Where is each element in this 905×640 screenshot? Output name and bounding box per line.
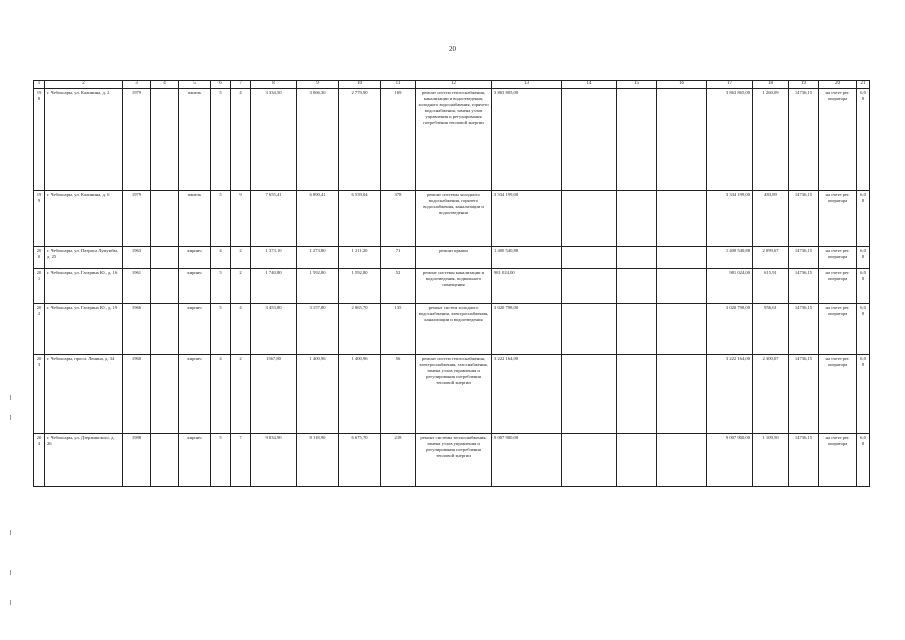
col-header: 4 (151, 81, 179, 89)
address-cell: г. Чебоксары, ул. Гагарина Ю., д. 16 (45, 269, 123, 304)
col-header: 8 (251, 81, 297, 89)
address-cell: г. Чебоксары, ул. Патриса Лумумбы, д. 25 (45, 247, 123, 269)
funding-source-cell: на счете рег. оператора (819, 89, 857, 191)
table-cell (657, 269, 707, 304)
address-cell: г. Чебоксары, просп. Ленина, д. 34 (45, 355, 123, 434)
scan-margin-mark (10, 395, 11, 400)
table-cell (562, 191, 617, 247)
table-row (34, 247, 870, 269)
scan-margin-mark (10, 570, 11, 575)
scan-margin-mark (10, 600, 11, 605)
limit-cell: 14736,15 (789, 304, 819, 355)
wall-material-cell: кирпич (179, 247, 211, 269)
area-cell: 2 779,90 (339, 89, 381, 191)
cost-cell: 981 024,00 (492, 269, 562, 304)
residents-cell: 378 (381, 191, 416, 247)
area-total-cell: 9 034,90 (251, 434, 297, 487)
col-header: 9 (297, 81, 339, 89)
area-total-cell: 1567,80 (251, 355, 297, 434)
works-cell: ремонт систем теплоснабжения, канализации и водоотведения, холодного водоснабжения, горячего водоснабжения, замена узлов управления и регулирования потребления тепловой энергии (416, 89, 492, 191)
col-header: 5 (179, 81, 211, 89)
row-number: 203 (34, 355, 45, 434)
col-header: 20 (819, 81, 857, 89)
col-header: 17 (707, 81, 753, 89)
scan-margin-mark (10, 415, 11, 420)
table-cell (617, 355, 657, 434)
col-header: 6 (211, 81, 231, 89)
entrances-cell: 2 (231, 355, 251, 434)
total-cost-cell: 3 222 164,00 (707, 355, 753, 434)
col-header: 13 (492, 81, 562, 89)
total-cost-cell: 1 400 540,88 (707, 247, 753, 269)
cost-cell: 9 007 900,00 (492, 434, 562, 487)
col-header: 16 (657, 81, 707, 89)
table-cell (657, 434, 707, 487)
table-cell (617, 191, 657, 247)
table-cell (562, 355, 617, 434)
table-row (34, 269, 870, 304)
floors-cell: 5 (211, 269, 231, 304)
term-cell: 6,08 (857, 434, 870, 487)
total-cost-cell: 3 863 865,00 (707, 89, 753, 191)
table-cell (151, 434, 179, 487)
row-number: 199 (34, 191, 45, 247)
area-cell: 6 675,70 (339, 434, 381, 487)
wall-material-cell: кирпич (179, 304, 211, 355)
table-cell (657, 304, 707, 355)
table-cell (151, 89, 179, 191)
area-total-cell: 1 373,10 (251, 247, 297, 269)
floors-cell: 5 (211, 89, 231, 191)
table-row (34, 434, 870, 487)
cost-per-m2-cell: 483,89 (753, 191, 789, 247)
wall-material-cell: панель (179, 89, 211, 191)
year-cell: 1966 (123, 304, 151, 355)
area-cell: 6 539,04 (339, 191, 381, 247)
row-number: 202 (34, 304, 45, 355)
residents-cell: 56 (381, 355, 416, 434)
wall-material-cell: панель (179, 191, 211, 247)
table-cell (151, 191, 179, 247)
works-cell: ремонт системы холодного водоснабжения, горячего водоснабжения, канализации и водоотведения (416, 191, 492, 247)
wall-material-cell: кирпич (179, 269, 211, 304)
col-header: 15 (617, 81, 657, 89)
col-header: 12 (416, 81, 492, 89)
col-header: 1 (34, 81, 45, 89)
residents-cell: 52 (381, 269, 416, 304)
area-total-cell: 7 655,41 (251, 191, 297, 247)
table-row (34, 89, 870, 191)
funding-source-cell: на счете рег. оператора (819, 191, 857, 247)
area-cell: 2 865,70 (339, 304, 381, 355)
works-cell: ремонт системы теплоснабжения, замена узлов управления и регулирования потребления тепловой энергии (416, 434, 492, 487)
table-cell (617, 89, 657, 191)
col-header: 7 (231, 81, 251, 89)
floors-cell: 5 (211, 304, 231, 355)
col-header: 11 (381, 81, 416, 89)
funding-source-cell: на счете рег. оператора (819, 434, 857, 487)
cost-per-m2-cell: 1 260,09 (753, 89, 789, 191)
address-cell: г. Чебоксары, ул. Калинина, д. 2 (45, 89, 123, 191)
area-total-cell: 1 740,80 (251, 269, 297, 304)
area-living-cell: 3 066,30 (297, 89, 339, 191)
term-cell: 6,08 (857, 269, 870, 304)
table-cell (617, 247, 657, 269)
residents-cell: 218 (381, 434, 416, 487)
table-cell (562, 269, 617, 304)
area-cell: 1 211,20 (339, 247, 381, 269)
area-living-cell: 6 890,41 (297, 191, 339, 247)
col-header: 19 (789, 81, 819, 89)
table-cell (657, 191, 707, 247)
cost-per-m2-cell: 2 300,07 (753, 355, 789, 434)
limit-cell: 14736,15 (789, 191, 819, 247)
table-cell (617, 304, 657, 355)
table-cell (657, 355, 707, 434)
wall-material-cell: кирпич (179, 434, 211, 487)
year-cell: 1979 (123, 89, 151, 191)
term-cell: 6,08 (857, 191, 870, 247)
term-cell: 6,08 (857, 355, 870, 434)
row-number: 198 (34, 89, 45, 191)
funding-source-cell: на счете рег. оператора (819, 269, 857, 304)
column-number-header-row (34, 81, 870, 89)
term-cell: 6,08 (857, 304, 870, 355)
table-cell (617, 434, 657, 487)
table-row (34, 191, 870, 247)
col-header: 14 (562, 81, 617, 89)
works-cell: ремонт систем теплоснабжения, электроснабжения, газоснабжения, замена узлов управления и регулирования потребления тепловой энергии (416, 355, 492, 434)
table-cell (657, 247, 707, 269)
cost-per-m2-cell: 956,61 (753, 304, 789, 355)
cost-per-m2-cell: 1 109,50 (753, 434, 789, 487)
limit-cell: 14736,15 (789, 247, 819, 269)
total-cost-cell: 9 007 900,00 (707, 434, 753, 487)
funding-source-cell: на счете рег. оператора (819, 304, 857, 355)
limit-cell: 14736,15 (789, 434, 819, 487)
total-cost-cell: 3 020 798,00 (707, 304, 753, 355)
works-cell: ремонт системы канализации и водоотведения, подвального помещения (416, 269, 492, 304)
area-total-cell: 3 453,80 (251, 304, 297, 355)
row-number: 201 (34, 269, 45, 304)
entrances-cell: 9 (231, 191, 251, 247)
residents-cell: 71 (381, 247, 416, 269)
area-living-cell: 1 400,96 (297, 355, 339, 434)
table-cell (151, 355, 179, 434)
area-cell: 1 592,80 (339, 269, 381, 304)
floors-cell: 4 (211, 247, 231, 269)
total-cost-cell: 981 024,00 (707, 269, 753, 304)
table-cell (562, 89, 617, 191)
cost-per-m2-cell: 2 099,67 (753, 247, 789, 269)
col-header: 2 (45, 81, 123, 89)
table-cell (562, 304, 617, 355)
works-cell: ремонт крыши (416, 247, 492, 269)
area-living-cell: 1 592,80 (297, 269, 339, 304)
cost-per-m2-cell: 615,91 (753, 269, 789, 304)
row-number: 204 (34, 434, 45, 487)
floors-cell: 4 (211, 355, 231, 434)
entrances-cell: 4 (231, 304, 251, 355)
address-cell: г. Чебоксары, ул. Гагарина Ю., д. 19 (45, 304, 123, 355)
entrances-cell: 2 (231, 269, 251, 304)
entrances-cell: 7 (231, 434, 251, 487)
table-cell (617, 269, 657, 304)
scan-margin-mark (10, 530, 11, 535)
table-cell (562, 247, 617, 269)
address-cell: г. Чебоксары, ул. Калинина, д. 6 (45, 191, 123, 247)
table-row (34, 304, 870, 355)
area-living-cell: 3 157,80 (297, 304, 339, 355)
cost-cell: 3 863 805,00 (492, 89, 562, 191)
col-header: 10 (339, 81, 381, 89)
area-cell: 1 400,96 (339, 355, 381, 434)
floors-cell: 5 (211, 191, 231, 247)
wall-material-cell: кирпич (179, 355, 211, 434)
col-header: 21 (857, 81, 870, 89)
entrances-cell: 4 (231, 89, 251, 191)
limit-cell: 14736,15 (789, 89, 819, 191)
cost-cell: 1 400 540,88 (492, 247, 562, 269)
funding-source-cell: на счете рег. оператора (819, 355, 857, 434)
table-row (34, 355, 870, 434)
area-total-cell: 3 334,50 (251, 89, 297, 191)
col-header: 18 (753, 81, 789, 89)
address-cell: г. Чебоксары, ул. Дзержинского, д. 26 (45, 434, 123, 487)
year-cell: 1963 (123, 247, 151, 269)
year-cell: 1988 (123, 434, 151, 487)
row-number: 200 (34, 247, 45, 269)
table-cell (657, 89, 707, 191)
works-cell: ремонт систем холодного водоснабжения, электроснабжения, канализации и водоотведения (416, 304, 492, 355)
area-living-cell: 1 273,80 (297, 247, 339, 269)
total-cost-cell: 3 334 199,00 (707, 191, 753, 247)
table-cell (151, 247, 179, 269)
year-cell: 1961 (123, 269, 151, 304)
floors-cell: 5 (211, 434, 231, 487)
year-cell: 1979 (123, 191, 151, 247)
term-cell: 6,08 (857, 247, 870, 269)
cost-cell: 3 020 798,00 (492, 304, 562, 355)
page-number: 20 (449, 45, 456, 53)
funding-source-cell: на счете рег. оператора (819, 247, 857, 269)
limit-cell: 14736,15 (789, 269, 819, 304)
area-living-cell: 8 118,90 (297, 434, 339, 487)
cost-cell: 3 334 199,00 (492, 191, 562, 247)
year-cell: 1960 (123, 355, 151, 434)
housing-repair-register-table (33, 80, 870, 487)
table-cell (151, 269, 179, 304)
table-cell (562, 434, 617, 487)
residents-cell: 169 (381, 89, 416, 191)
col-header: 3 (123, 81, 151, 89)
entrances-cell: 2 (231, 247, 251, 269)
limit-cell: 14736,15 (789, 355, 819, 434)
term-cell: 6,08 (857, 89, 870, 191)
residents-cell: 135 (381, 304, 416, 355)
table-cell (151, 304, 179, 355)
cost-cell: 3 222 164,00 (492, 355, 562, 434)
